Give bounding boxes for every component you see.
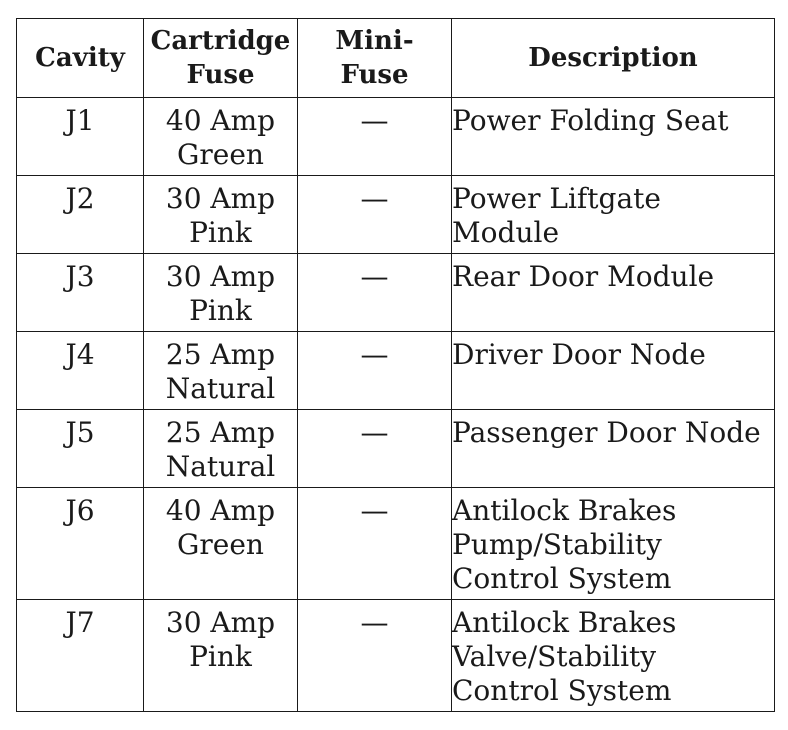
cavity-cell: J2 <box>17 176 144 254</box>
cartridge-fuse-cell <box>144 488 298 600</box>
cartridge-rating: 30 Amp <box>165 606 276 639</box>
cavity-cell: J7 <box>17 600 144 712</box>
mini-fuse-cell: — <box>298 410 452 488</box>
cartridge-rating: 40 Amp <box>165 104 276 137</box>
header-cartridge-fuse <box>144 19 298 98</box>
cartridge-rating: 30 Amp <box>165 182 276 215</box>
description-line: Driver Door Node <box>452 338 706 371</box>
mini-fuse-cell: — <box>298 600 452 712</box>
table-row <box>17 488 775 600</box>
description-cell <box>452 600 775 712</box>
header-cavity-text: Cavity <box>35 43 125 73</box>
header-description-text: Description <box>528 43 698 73</box>
description-cell <box>452 488 775 600</box>
mini-fuse-cell: — <box>298 98 452 176</box>
cartridge-color: Pink <box>189 294 252 327</box>
cartridge-color: Pink <box>189 216 252 249</box>
cartridge-color: Pink <box>189 640 252 673</box>
cartridge-rating: 30 Amp <box>165 260 276 293</box>
cartridge-rating: 40 Amp <box>165 494 276 527</box>
description-line: Rear Door Module <box>452 260 715 293</box>
header-mini-fuse <box>298 19 452 98</box>
table-row <box>17 332 775 410</box>
cartridge-color: Natural <box>165 372 276 405</box>
description-line: Power Folding Seat <box>452 104 729 137</box>
cartridge-rating: 25 Amp <box>165 338 276 371</box>
description-line: Passenger Door Node <box>452 416 761 449</box>
cavity-cell: J5 <box>17 410 144 488</box>
cavity-cell: J6 <box>17 488 144 600</box>
cavity-cell: J4 <box>17 332 144 410</box>
cartridge-fuse-cell <box>144 410 298 488</box>
table-row <box>17 600 775 712</box>
cartridge-rating: 25 Amp <box>165 416 276 449</box>
description-line: Control System <box>452 674 672 707</box>
fuse-table <box>16 18 775 712</box>
header-mini-text: Mini- <box>335 26 414 56</box>
cavity-cell: J3 <box>17 254 144 332</box>
table-row <box>17 176 775 254</box>
header-cartridge-text: Fuse <box>186 60 255 90</box>
mini-fuse-cell: — <box>298 332 452 410</box>
mini-fuse-cell: — <box>298 254 452 332</box>
table-row <box>17 254 775 332</box>
cartridge-fuse-cell <box>144 254 298 332</box>
table-row <box>17 98 775 176</box>
table-row <box>17 410 775 488</box>
description-line: Antilock Brakes <box>452 606 677 639</box>
description-cell <box>452 98 775 176</box>
description-line: Antilock Brakes <box>452 494 677 527</box>
mini-fuse-cell: — <box>298 176 452 254</box>
cartridge-color: Green <box>177 528 264 561</box>
cartridge-color: Natural <box>165 450 276 483</box>
cartridge-color: Green <box>177 138 264 171</box>
header-cavity <box>17 19 144 98</box>
cartridge-fuse-cell <box>144 98 298 176</box>
cartridge-fuse-cell <box>144 332 298 410</box>
mini-fuse-cell: — <box>298 488 452 600</box>
description-line: Module <box>452 216 560 249</box>
description-line: Power Liftgate <box>452 182 661 215</box>
description-cell <box>452 254 775 332</box>
cartridge-fuse-cell <box>144 600 298 712</box>
description-cell <box>452 176 775 254</box>
description-line: Pump/Stability <box>452 528 662 561</box>
description-line: Control System <box>452 562 672 595</box>
header-cartridge-text: Cartridge <box>150 26 291 56</box>
cartridge-fuse-cell <box>144 176 298 254</box>
header-description <box>452 19 775 98</box>
cavity-cell: J1 <box>17 98 144 176</box>
header-row <box>17 19 775 98</box>
description-cell <box>452 410 775 488</box>
description-cell <box>452 332 775 410</box>
header-mini-text: Fuse <box>340 60 409 90</box>
description-line: Valve/Stability <box>452 640 657 673</box>
